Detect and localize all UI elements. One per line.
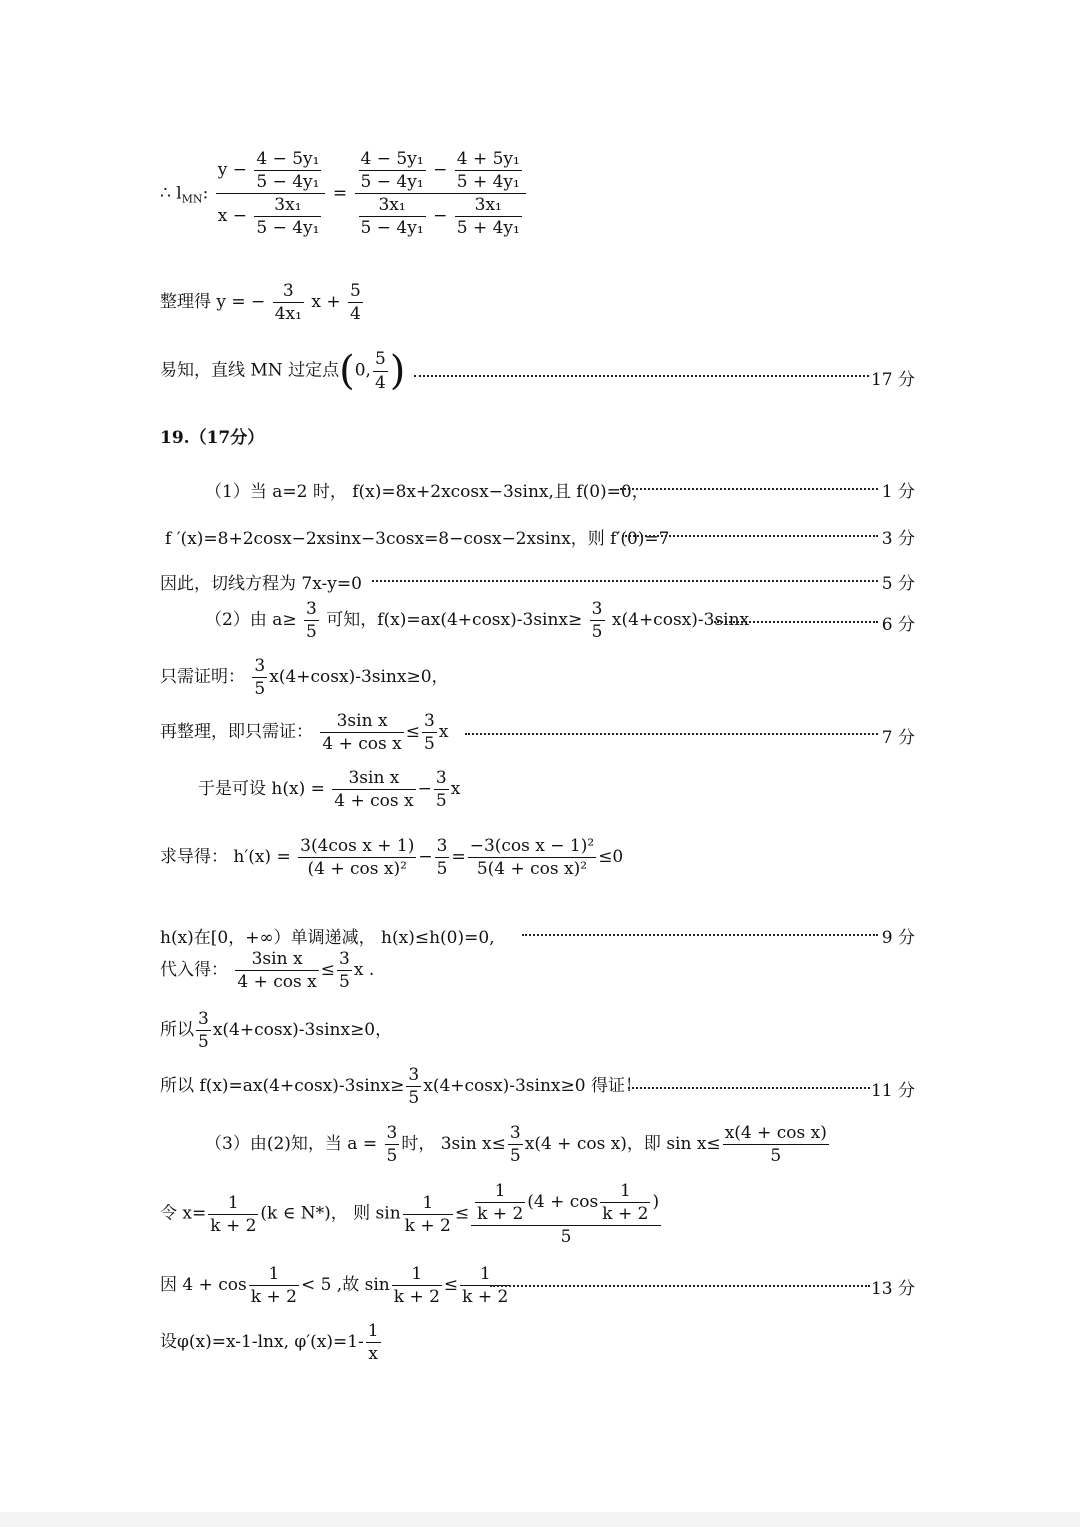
- score-13: 13 分: [870, 1279, 915, 1299]
- score-11: 11 分: [870, 1081, 915, 1101]
- page-bottom-strip: [0, 1512, 1080, 1527]
- part2-line4: 于是可设 h(x) = $\frac{\text{3sin x}}{\text{4 + cos x}}$ − $\frac{3}{5}$ x: [198, 768, 461, 812]
- part2-so1: 所以 $\frac{3}{5}$ x(4+cosx)-3sinx≥0，: [160, 1009, 393, 1053]
- part1-line2: f ′(x)=8+2cosx−2xsinx−3cosx=8−cosx−2xsinx，则 f′(0)=7: [165, 529, 670, 549]
- part2-line3: 再整理，即只需证： $\frac{\text{3sin x}}{\text{4 + cos x}}$ ≤ $\frac{3}{5}$ x: [160, 711, 449, 755]
- leader-dots: [628, 1087, 870, 1089]
- part3-line1: （3）由(2)知，当 a = $\frac{3}{5}$ 时， 3sin x≤ $\frac{3}{5}$ x(4 + cos x)，即 sin x≤ $\frac{\text{x(4 + cos x)}}{5}$: [205, 1123, 827, 1167]
- score-7: 7 分: [881, 728, 915, 748]
- score-6: 6 分: [881, 615, 915, 635]
- part2-substitute: 代入得： $\frac{\text{3sin x}}{\text{4 + cos x}}$ ≤ $\frac{3}{5}$ x .: [160, 949, 375, 993]
- lmn-equation: ∴ $l_{MN}$: y − $\frac{\text{4 − 5y₁}}{\text{5 − 4y₁}}$ x − $\frac{\text{3x₁}}{\text{5 − 4y₁}}$ = $\frac{\text{4 − 5y₁}}{\text{5 − 4y₁}}$ − $\frac{\text{4 + 5y₁}}{\text{5 + 4y₁}}$ $\frac{\text{3x₁}}{\text{5 − 4y₁}}$ − $\frac{\text{3x₁}}{\text{5 + 4y₁}}$: [160, 148, 528, 239]
- part3-let: 令 x= $\frac{1}{k + 2}$ (k ∈ N*)， 则 sin $\frac{1}{k + 2}$ ≤ $\frac{1}{k + 2}$ (4 + cos $\frac{1}{k + 2}$ ) 5: [160, 1181, 660, 1248]
- fixed-point-line: 易知，直线 MN 过定点(0, $\frac{5}{4}$ ): [160, 348, 406, 394]
- part3-because: 因 4 + cos $\frac{1}{k + 2}$ < 5 ,故 sin $\frac{1}{k + 2}$ ≤ $\frac{1}{k + 2}$: [160, 1264, 509, 1308]
- part2-so2: 所以 f(x)=ax(4+cosx)-3sinx≥ $\frac{3}{5}$ x(4+cosx)-3sinx≥0 得证！: [160, 1065, 642, 1109]
- therefore-l: ∴ l: [160, 183, 182, 204]
- score-3: 3 分: [881, 529, 915, 549]
- score-9: 9 分: [881, 928, 915, 948]
- lmn-right-fraction: $\frac{\text{4 − 5y₁}}{\text{5 − 4y₁}}$ − $\frac{\text{4 + 5y₁}}{\text{5 + 4y₁}}$ $\frac{\text{3x₁}}{\text{5 − 4y₁}}$ − $\frac{\text{3x₁}}{\text{5 + 4y₁}}$: [355, 148, 526, 239]
- score-17: 17 分: [870, 370, 915, 390]
- leader-dots: [714, 621, 878, 623]
- leader-dots: [414, 375, 869, 377]
- leader-dots: [620, 488, 878, 490]
- mn-subscript: MN: [181, 192, 203, 206]
- question-19-heading: 19.（17分）: [160, 428, 265, 448]
- score-5: 5 分: [881, 574, 915, 594]
- lmn-left-fraction: y − $\frac{\text{4 − 5y₁}}{\text{5 − 4y₁}}$ x − $\frac{\text{3x₁}}{\text{5 − 4y₁}}$: [216, 148, 326, 239]
- part2-line2: 只需证明： $\frac{3}{5}$ x(4+cosx)-3sinx≥0，: [160, 656, 449, 700]
- leader-dots: [522, 934, 878, 936]
- leader-dots: [465, 733, 878, 735]
- part3-phi: 设φ(x)=x-1-lnx, φ′(x)=1- $\frac{1}{x}$: [160, 1321, 379, 1365]
- part2-line1: （2）由 a≥ $\frac{3}{5}$ 可知，f(x)=ax(4+cosx)-3sinx≥ $\frac{3}{5}$ x(4+cosx)-3sinx: [205, 599, 750, 643]
- part1-line1: （1）当 a=2 时， f(x)=8x+2xcosx−3sinx,且 f(0)=0，: [205, 482, 649, 502]
- score-1: 1 分: [881, 482, 915, 502]
- part1-line3: 因此，切线方程为 7x-y=0: [160, 574, 362, 594]
- leader-dots: [372, 580, 878, 582]
- leader-dots: [622, 535, 878, 537]
- part2-derivative: 求导得： h′(x) = $\frac{\text{3(4cos x + 1)}}{\text{(4 + cos x)²}}$ − $\frac{3}{5}$ = $\frac{\text{−3(cos x − 1)²}}{\text{5(4 + cos x)²}}$ ≤0: [160, 836, 624, 880]
- part2-monotonic: h(x)在[0，+∞）单调递减， h(x)≤h(0)=0,: [160, 928, 495, 948]
- simplify-line: 整理得 y = − $\frac{3}{\text{4x₁}}$ x + $\frac{5}{4}$: [160, 281, 361, 325]
- leader-dots: [490, 1285, 870, 1287]
